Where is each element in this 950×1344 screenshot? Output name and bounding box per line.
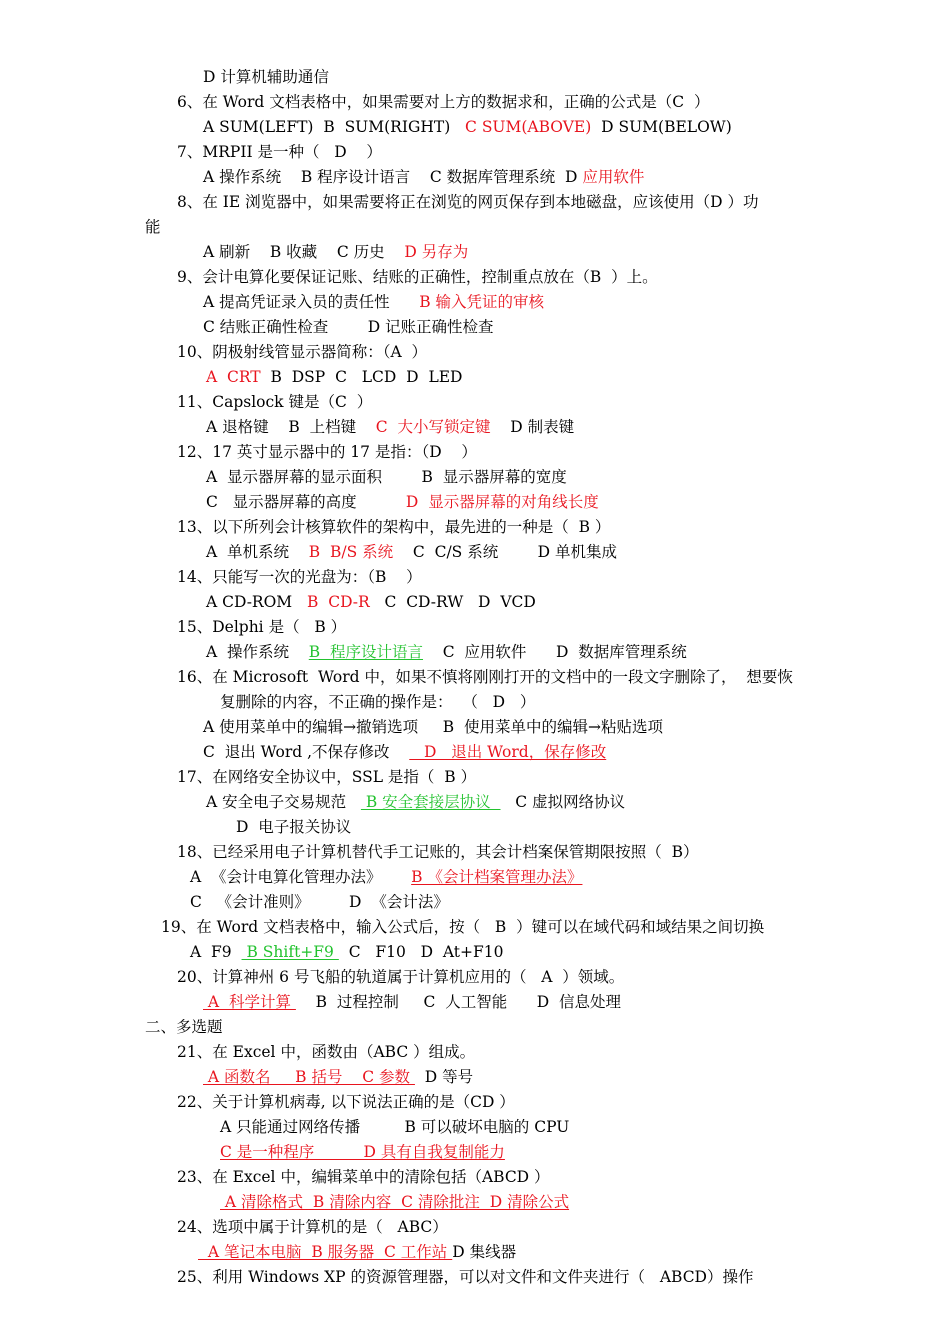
answer-highlight: B 程序设计语言: [308, 643, 424, 661]
answer-highlight: A 清除格式 B 清除内容 C 清除批注 D 清除公式: [220, 1193, 570, 1211]
text-segment: A CD-ROM: [206, 593, 307, 611]
text-segment: A 安全电子交易规范: [206, 793, 361, 811]
text-segment: 复删除的内容，不正确的操作是： （ D ）: [220, 693, 536, 711]
text-line: [177, 616, 346, 638]
text-segment: 二、多选题: [145, 1018, 223, 1036]
text-segment: D SUM(BELOW): [591, 118, 732, 136]
answer-highlight: B 安全套接层协议: [360, 793, 501, 811]
text-segment: A 退格键 B 上档键: [206, 418, 376, 436]
text-segment: A 显示器屏幕的显示面积 B 显示器屏幕的宽度: [206, 468, 567, 486]
text-segment: 20、计算神州 6 号飞船的轨道属于计算机应用的（ A ）领域。: [177, 968, 625, 986]
text-segment: C C/S 系统 D 单机集成: [393, 543, 617, 561]
text-segment: 19、在 Word 文档表格中，输入公式后，按（ B ）键可以在域代码和域结果之间切换: [161, 918, 765, 936]
text-line: [177, 566, 422, 588]
text-line: [206, 641, 687, 663]
text-segment: A 单机系统: [206, 543, 309, 561]
text-line: [203, 1066, 473, 1088]
answer-highlight: C 大小写锁定键: [375, 418, 491, 436]
text-segment: 16、在 Microsoft Word 中，如果不慎将刚刚打开的文档中的一段文字删除了， 想要恢: [177, 668, 793, 686]
text-line: [145, 1016, 223, 1038]
text-line: [177, 441, 477, 463]
text-segment: 25、利用 Windows XP 的资源管理器，可以对文件和文件夹进行（ ABCD）操作: [177, 1268, 754, 1286]
text-segment: 24、选项中属于计算机的是（ ABC）: [177, 1218, 448, 1236]
text-segment: 13、以下所列会计核算软件的架构中，最先进的一种是（ B ）: [177, 518, 611, 536]
text-line: [177, 91, 709, 113]
text-line: [220, 1141, 505, 1163]
text-segment: C F10 D At+F10: [338, 943, 504, 961]
answer-highlight: D 另存为: [404, 243, 469, 261]
text-segment: A 操作系统 B 程序设计语言 C 数据库管理系统 D: [203, 168, 583, 186]
text-segment: B 过程控制 C 人工智能 D 信息处理: [295, 993, 622, 1011]
text-line: [190, 866, 582, 888]
text-line: [177, 1166, 550, 1188]
text-segment: C CD-RW D VCD: [369, 593, 536, 611]
text-segment: D 电子报关协议: [236, 818, 352, 836]
text-line: [203, 166, 644, 188]
answer-highlight: D 显示器屏幕的对角线长度: [405, 493, 599, 511]
text-segment: 6、在 Word 文档表格中，如果需要对上方的数据求和，正确的公式是（C ）: [177, 93, 710, 111]
text-segment: 能: [145, 218, 161, 236]
text-line: [177, 1091, 515, 1113]
answer-highlight: A CRT: [206, 368, 261, 386]
text-line: [177, 666, 793, 688]
text-line: [177, 341, 427, 363]
text-line: [177, 966, 624, 988]
text-segment: A 《会计电算化管理办法》: [190, 868, 412, 886]
text-segment: D 计算机辅助通信: [203, 68, 329, 86]
text-segment: C 应用软件 D 数据库管理系统: [423, 643, 687, 661]
text-segment: 7、MRPII 是一种（ D ）: [177, 143, 382, 161]
text-line: [177, 391, 372, 413]
text-line: [190, 891, 449, 913]
answer-highlight: C SUM(ABOVE): [465, 118, 592, 136]
text-line: [206, 466, 567, 488]
answer-highlight: A 科学计算: [203, 993, 296, 1011]
text-line: [177, 1216, 448, 1238]
text-line: [206, 366, 462, 388]
text-segment: 12、17 英寸显示器中的 17 是指：（D ）: [177, 443, 477, 461]
text-line: [206, 541, 617, 563]
text-line: [203, 116, 732, 138]
text-line: [177, 841, 698, 863]
text-segment: C 《会计准则》 D 《会计法》: [190, 893, 449, 911]
answer-highlight: D 退出 Word，保存修改: [409, 743, 607, 761]
text-line: [206, 591, 536, 613]
text-segment: 22、关于计算机病毒, 以下说法正确的是（CD ）: [177, 1093, 515, 1111]
text-segment: 21、在 Excel 中，函数由（ABC ）组成。: [177, 1043, 476, 1061]
text-segment: A SUM(LEFT) B SUM(RIGHT): [203, 118, 466, 136]
text-line: [206, 416, 574, 438]
text-line: [177, 1041, 475, 1063]
text-segment: D 等号: [414, 1068, 474, 1086]
text-line: [177, 1266, 753, 1288]
text-line: [203, 66, 329, 88]
answer-highlight: B 《会计档案管理办法》: [411, 868, 583, 886]
text-segment: 17、在网络安全协议中，SSL 是指（ B ）: [177, 768, 477, 786]
text-line: [177, 266, 658, 288]
text-segment: 14、只能写一次的光盘为：（B ）: [177, 568, 422, 586]
text-line: [220, 1191, 569, 1213]
text-segment: D 集线器: [452, 1243, 517, 1261]
text-line: [190, 941, 504, 963]
text-segment: A 操作系统: [206, 643, 309, 661]
text-line: [177, 766, 476, 788]
text-line: [161, 916, 764, 938]
text-segment: A 只能通过网络传播 B 可以破坏电脑的 CPU: [220, 1118, 570, 1136]
text-line: [203, 991, 621, 1013]
text-line: [203, 291, 544, 313]
text-segment: A 刷新 B 收藏 C 历史: [203, 243, 405, 261]
answer-highlight: A 笔记本电脑 B 服务器 C 工作站: [198, 1243, 453, 1261]
text-line: [203, 316, 494, 338]
text-segment: A F9: [190, 943, 242, 961]
text-segment: C 显示器屏幕的高度: [206, 493, 406, 511]
text-segment: C 结账正确性检查 D 记账正确性检查: [203, 318, 494, 336]
answer-highlight: B 输入凭证的审核: [419, 293, 545, 311]
text-line: [220, 1116, 569, 1138]
text-line: [203, 741, 606, 763]
text-segment: 11、Capslock 键是（C ）: [177, 393, 373, 411]
answer-highlight: B CD-R: [306, 593, 370, 611]
text-line: [236, 816, 351, 838]
text-segment: A 提高凭证录入员的责任性: [203, 293, 420, 311]
text-segment: 10、阴极射线管显示器简称：（A ）: [177, 343, 428, 361]
text-line: [198, 1241, 516, 1263]
text-segment: 15、Delphi 是（ B ）: [177, 618, 347, 636]
answer-highlight: 应用软件: [582, 168, 645, 186]
text-segment: 8、在 IE 浏览器中，如果需要将正在浏览的网页保存到本地磁盘，应该使用（D ）功: [177, 193, 759, 211]
text-segment: B DSP C LCD D LED: [260, 368, 463, 386]
text-line: [203, 716, 663, 738]
text-segment: D 制表键: [490, 418, 575, 436]
text-segment: C 退出 Word ,不保存修改: [203, 743, 410, 761]
answer-highlight: B Shift+F9: [241, 943, 339, 961]
text-segment: 9、会计电算化要保证记账、结账的正确性，控制重点放在（B ）上。: [177, 268, 658, 286]
text-line: [206, 491, 599, 513]
answer-highlight: A 函数名 B 括号 C 参数: [203, 1068, 415, 1086]
text-line: [203, 241, 468, 263]
text-line: [145, 216, 161, 238]
text-line: [177, 516, 610, 538]
text-line: [220, 691, 535, 713]
text-line: [177, 191, 759, 213]
text-segment: 18、已经采用电子计算机替代手工记账的，其会计档案保管期限按照（ B）: [177, 843, 699, 861]
text-segment: C 虚拟网络协议: [500, 793, 626, 811]
text-segment: A 使用菜单中的编辑→撤销选项 B 使用菜单中的编辑→粘贴选项: [203, 718, 663, 736]
answer-highlight: C 是一种程序 D 具有自我复制能力: [220, 1143, 505, 1161]
text-line: [206, 791, 625, 813]
text-segment: 23、在 Excel 中，编辑菜单中的清除包括（ABCD ）: [177, 1168, 550, 1186]
answer-highlight: B B/S 系统: [308, 543, 394, 561]
text-line: [177, 141, 382, 163]
